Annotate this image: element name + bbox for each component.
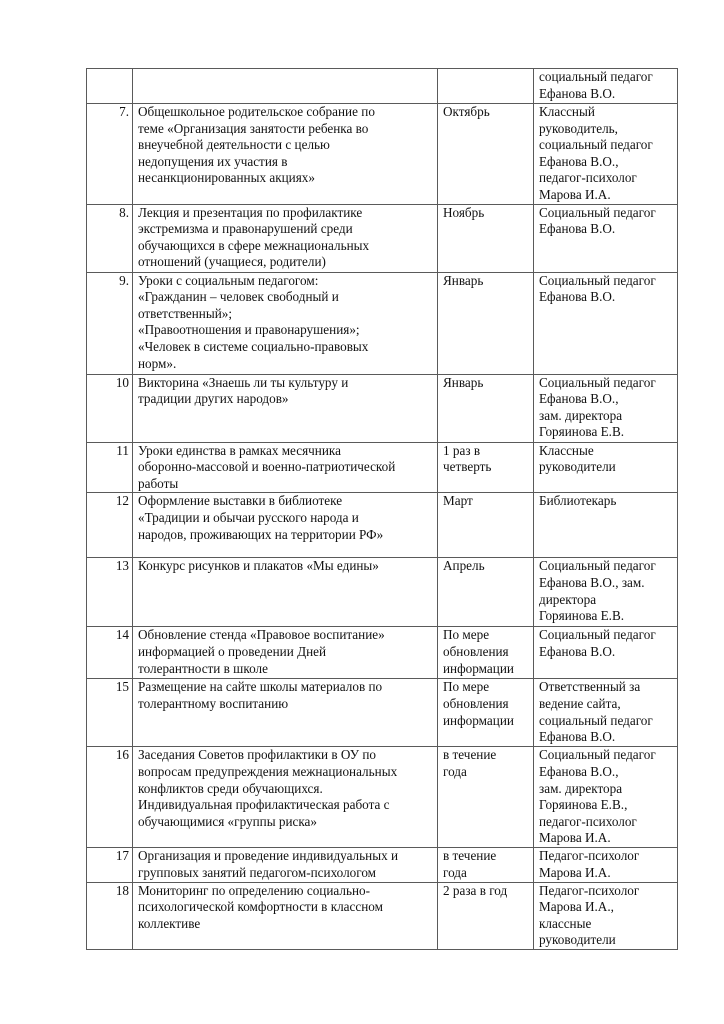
responsible-line: Ефанова В.О.,: [539, 391, 619, 407]
responsible-line: директора: [539, 591, 597, 607]
date-cell: [438, 204, 534, 272]
responsible-line: зам. директора: [539, 407, 623, 423]
event-line: Размещение на сайте школы материалов по: [138, 679, 383, 695]
date-line: Апрель: [443, 558, 485, 574]
date-line: года: [443, 864, 467, 880]
event-cell: [133, 627, 438, 679]
responsible-line: социальный педагог: [539, 137, 653, 153]
table-row: [87, 69, 678, 104]
event-cell: [133, 204, 438, 272]
date-cell: [438, 747, 534, 848]
event-line: оборонно-массовой и военно-патриотической: [138, 459, 396, 475]
responsible-line: Марова И.А.: [539, 864, 611, 880]
date-cell: [438, 272, 534, 374]
date-line: обновления: [443, 643, 509, 659]
responsible-cell: [534, 558, 678, 627]
responsible-line: Горяинова Е.В.,: [539, 797, 628, 813]
row-number: 16: [87, 747, 133, 848]
event-cell: [133, 848, 438, 882]
event-line: недопущения их участия в: [138, 153, 288, 169]
date-cell: [438, 442, 534, 493]
responsible-line: Ефанова В.О.: [539, 729, 616, 745]
responsible-line: педагог-психолог: [539, 170, 637, 186]
event-line: толерантному воспитанию: [138, 695, 289, 711]
responsible-line: Социальный педагог: [539, 627, 656, 643]
event-cell: [133, 104, 438, 205]
responsible-line: Педагог-психолог: [539, 848, 640, 864]
date-cell: [438, 558, 534, 627]
date-cell: [438, 493, 534, 558]
date-line: информации: [443, 712, 514, 728]
responsible-line: Социальный педагог: [539, 272, 656, 288]
date-cell: [438, 69, 534, 104]
table-row: [87, 848, 678, 882]
event-line: «Правоотношения и правонарушения»;: [138, 322, 360, 338]
date-line: Январь: [443, 374, 484, 390]
responsible-cell: [534, 374, 678, 442]
date-cell: [438, 679, 534, 747]
responsible-line: Ефанова В.О.,: [539, 153, 619, 169]
event-line: Конкурс рисунков и плакатов «Мы едины»: [138, 558, 379, 574]
event-line: коллективе: [138, 915, 201, 931]
date-line: в течение: [443, 848, 497, 864]
table-row: [87, 747, 678, 848]
date-cell: [438, 848, 534, 882]
event-cell: [133, 558, 438, 627]
event-cell: [133, 679, 438, 747]
responsible-line: Горяинова Е.В.: [539, 424, 625, 440]
responsible-cell: [534, 104, 678, 205]
event-line: психологической комфортности в классном: [138, 899, 383, 915]
responsible-cell: [534, 747, 678, 848]
table-row: [87, 104, 678, 205]
responsible-line: Ефанова В.О., зам.: [539, 574, 645, 590]
row-number: 8.: [87, 204, 133, 272]
responsible-line: классные: [539, 915, 592, 931]
event-line: «Человек в системе социально-правовых: [138, 338, 369, 354]
date-line: По мере: [443, 627, 490, 643]
date-line: По мере: [443, 679, 490, 695]
responsible-line: Ефанова В.О.: [539, 85, 616, 101]
date-line: в течение: [443, 747, 497, 763]
responsible-cell: [534, 848, 678, 882]
event-line: экстремизма и правонарушений среди: [138, 221, 353, 237]
date-cell: [438, 374, 534, 442]
event-line: обучающихся в сфере межнациональных: [138, 237, 370, 253]
event-line: групповых занятий педагогом-психологом: [138, 864, 377, 880]
row-number: 9.: [87, 272, 133, 374]
responsible-line: ведение сайта,: [539, 695, 621, 711]
event-line: обучающимися «группы риска»: [138, 813, 318, 829]
events-table: [86, 68, 678, 950]
row-number: 18: [87, 882, 133, 949]
row-number: 10: [87, 374, 133, 442]
date-line: 2 раза в год: [443, 882, 508, 898]
responsible-line: Педагог-психолог: [539, 882, 640, 898]
table-row: [87, 882, 678, 949]
date-line: обновления: [443, 695, 509, 711]
row-number: [87, 69, 133, 104]
date-line: года: [443, 763, 467, 779]
event-cell: [133, 374, 438, 442]
responsible-line: Ефанова В.О.: [539, 221, 616, 237]
row-number: 13: [87, 558, 133, 627]
date-line: четверть: [443, 459, 492, 475]
event-line: несанкционированных акциях»: [138, 170, 315, 186]
event-line: Организация и проведение индивидуальных и: [138, 848, 399, 864]
row-number: 7.: [87, 104, 133, 205]
event-line: Заседания Советов профилактики в ОУ по: [138, 747, 376, 763]
date-line: информации: [443, 660, 514, 676]
responsible-line: Классные: [539, 442, 594, 458]
event-line: «Гражданин – человек свободный и: [138, 289, 339, 305]
row-number: 12: [87, 493, 133, 558]
event-line: традиции других народов»: [138, 391, 289, 407]
responsible-line: зам. директора: [539, 780, 623, 796]
event-line: Викторина «Знаешь ли ты культуру и: [138, 374, 349, 390]
date-line: Октябрь: [443, 104, 490, 119]
responsible-line: Социальный педагог: [539, 558, 656, 574]
event-line: Мониторинг по определению социально-: [138, 882, 371, 898]
event-line: «Традиции и обычаи русского народа и: [138, 509, 359, 525]
responsible-line: Марова И.А.,: [539, 899, 614, 915]
row-number: 14: [87, 627, 133, 679]
event-line: толерантности в школе: [138, 660, 268, 676]
event-cell: [133, 493, 438, 558]
responsible-line: Ефанова В.О.,: [539, 763, 619, 779]
table-row: [87, 374, 678, 442]
responsible-cell: [534, 882, 678, 949]
event-line: внеучебной деятельности с целью: [138, 137, 330, 153]
responsible-line: Ефанова В.О.: [539, 643, 616, 659]
table-row: [87, 204, 678, 272]
row-number: 11: [87, 442, 133, 493]
responsible-line: Социальный педагог: [539, 374, 656, 390]
responsible-line: руководители: [539, 932, 616, 948]
events-table-body: [87, 69, 678, 950]
responsible-line: Марова И.А.: [539, 830, 611, 846]
event-line: народов, проживающих на территории РФ»: [138, 526, 384, 542]
date-line: Январь: [443, 272, 484, 288]
responsible-cell: [534, 442, 678, 493]
responsible-line: руководители: [539, 459, 616, 475]
responsible-line: руководитель,: [539, 120, 618, 136]
date-cell: [438, 882, 534, 949]
event-line: Индивидуальная профилактическая работа с: [138, 797, 390, 813]
event-line: Оформление выставки в библиотеке: [138, 493, 343, 509]
responsible-cell: [534, 679, 678, 747]
table-row: [87, 493, 678, 558]
event-cell: [133, 747, 438, 848]
responsible-line: Марова И.А.: [539, 186, 611, 202]
responsible-cell: [534, 627, 678, 679]
date-line: Ноябрь: [443, 204, 485, 220]
event-cell: [133, 882, 438, 949]
date-line: Март: [443, 493, 473, 509]
responsible-line: Горяинова Е.В.: [539, 608, 625, 624]
table-row: [87, 627, 678, 679]
responsible-line: социальный педагог: [539, 712, 653, 728]
responsible-line: социальный педагог: [539, 69, 653, 84]
responsible-line: Классный: [539, 104, 595, 119]
event-cell: [133, 69, 438, 104]
event-line: Уроки единства в рамках месячника: [138, 442, 341, 458]
responsible-cell: [534, 204, 678, 272]
event-line: норм».: [138, 355, 177, 371]
event-line: информацией о проведении Дней: [138, 643, 327, 659]
date-line: 1 раз в: [443, 442, 481, 458]
event-cell: [133, 442, 438, 493]
responsible-line: Ответственный за: [539, 679, 641, 695]
row-number: 15: [87, 679, 133, 747]
event-line: работы: [138, 475, 179, 491]
event-line: Обновление стенда «Правовое воспитание»: [138, 627, 385, 643]
event-line: Уроки с социальным педагогом:: [138, 272, 319, 288]
event-line: Лекция и презентация по профилактике: [138, 204, 363, 220]
responsible-line: Библиотекарь: [539, 493, 617, 509]
table-row: [87, 679, 678, 747]
event-line: отношений (учащиеся, родители): [138, 254, 326, 270]
responsible-cell: [534, 272, 678, 374]
table-row: [87, 558, 678, 627]
event-line: Общешкольное родительское собрание по: [138, 104, 375, 119]
responsible-line: Социальный педагог: [539, 747, 656, 763]
row-number: 17: [87, 848, 133, 882]
responsible-line: педагог-психолог: [539, 813, 637, 829]
responsible-line: Ефанова В.О.: [539, 289, 616, 305]
event-line: теме «Организация занятости ребенка во: [138, 120, 369, 136]
responsible-cell: [534, 69, 678, 104]
responsible-cell: [534, 493, 678, 558]
event-line: конфликтов среди обучающихся.: [138, 780, 323, 796]
table-row: [87, 272, 678, 374]
date-cell: [438, 104, 534, 205]
date-cell: [438, 627, 534, 679]
table-row: [87, 442, 678, 493]
responsible-line: Социальный педагог: [539, 204, 656, 220]
event-cell: [133, 272, 438, 374]
event-line: ответственный»;: [138, 305, 233, 321]
event-line: вопросам предупреждения межнациональных: [138, 763, 398, 779]
